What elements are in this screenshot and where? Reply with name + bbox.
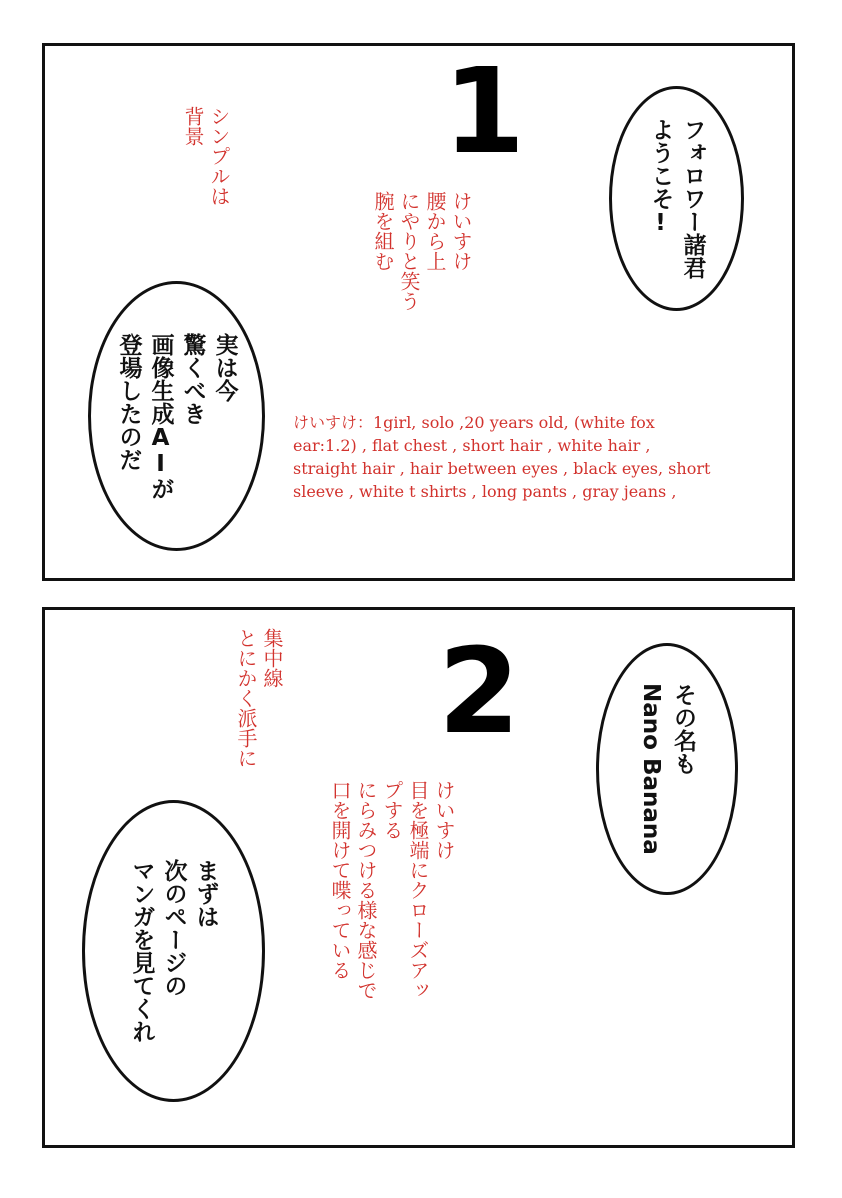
speech-bubble-name <box>596 643 738 895</box>
note-closeup: けいすけ 目を極端にクローズアッ プする にらみつける様な感じで 口を開けて喋っている <box>328 780 456 1000</box>
speech-bubble-announce <box>88 281 265 551</box>
speech-text-welcome: フォロワー諸君 ようこそ! <box>647 118 706 279</box>
speech-text-next: まずは 次のページの マンガを見てくれ <box>128 859 219 1043</box>
note-background: シンプルは 背景 <box>181 106 231 206</box>
manga-panel-2 <box>42 607 795 1148</box>
panel-number-1: 1 <box>443 42 526 180</box>
speech-bubble-next <box>82 800 265 1102</box>
note-effect: 集中線 とにかく派手に <box>234 628 284 768</box>
prompt-tags: けいすけ：1girl, solo ,20 years old, (white fox ear:1.2) , flat chest , short hair , white hair , straight hair , hair between eyes , black eyes, short sleeve , white t shirts , long pants , gray jeans , <box>293 413 711 501</box>
note-pose: けいすけ 腰から上 にやりと笑う 腕を組む <box>371 191 473 311</box>
manga-panel-1 <box>42 43 795 581</box>
panel-number-2: 2 <box>438 622 521 760</box>
speech-bubble-welcome <box>609 86 744 311</box>
speech-text-announce: 実は今 驚くべき 画像生成AIが 登場したのだ <box>115 332 238 500</box>
speech-text-name: その名も Nano Banana <box>638 683 696 855</box>
